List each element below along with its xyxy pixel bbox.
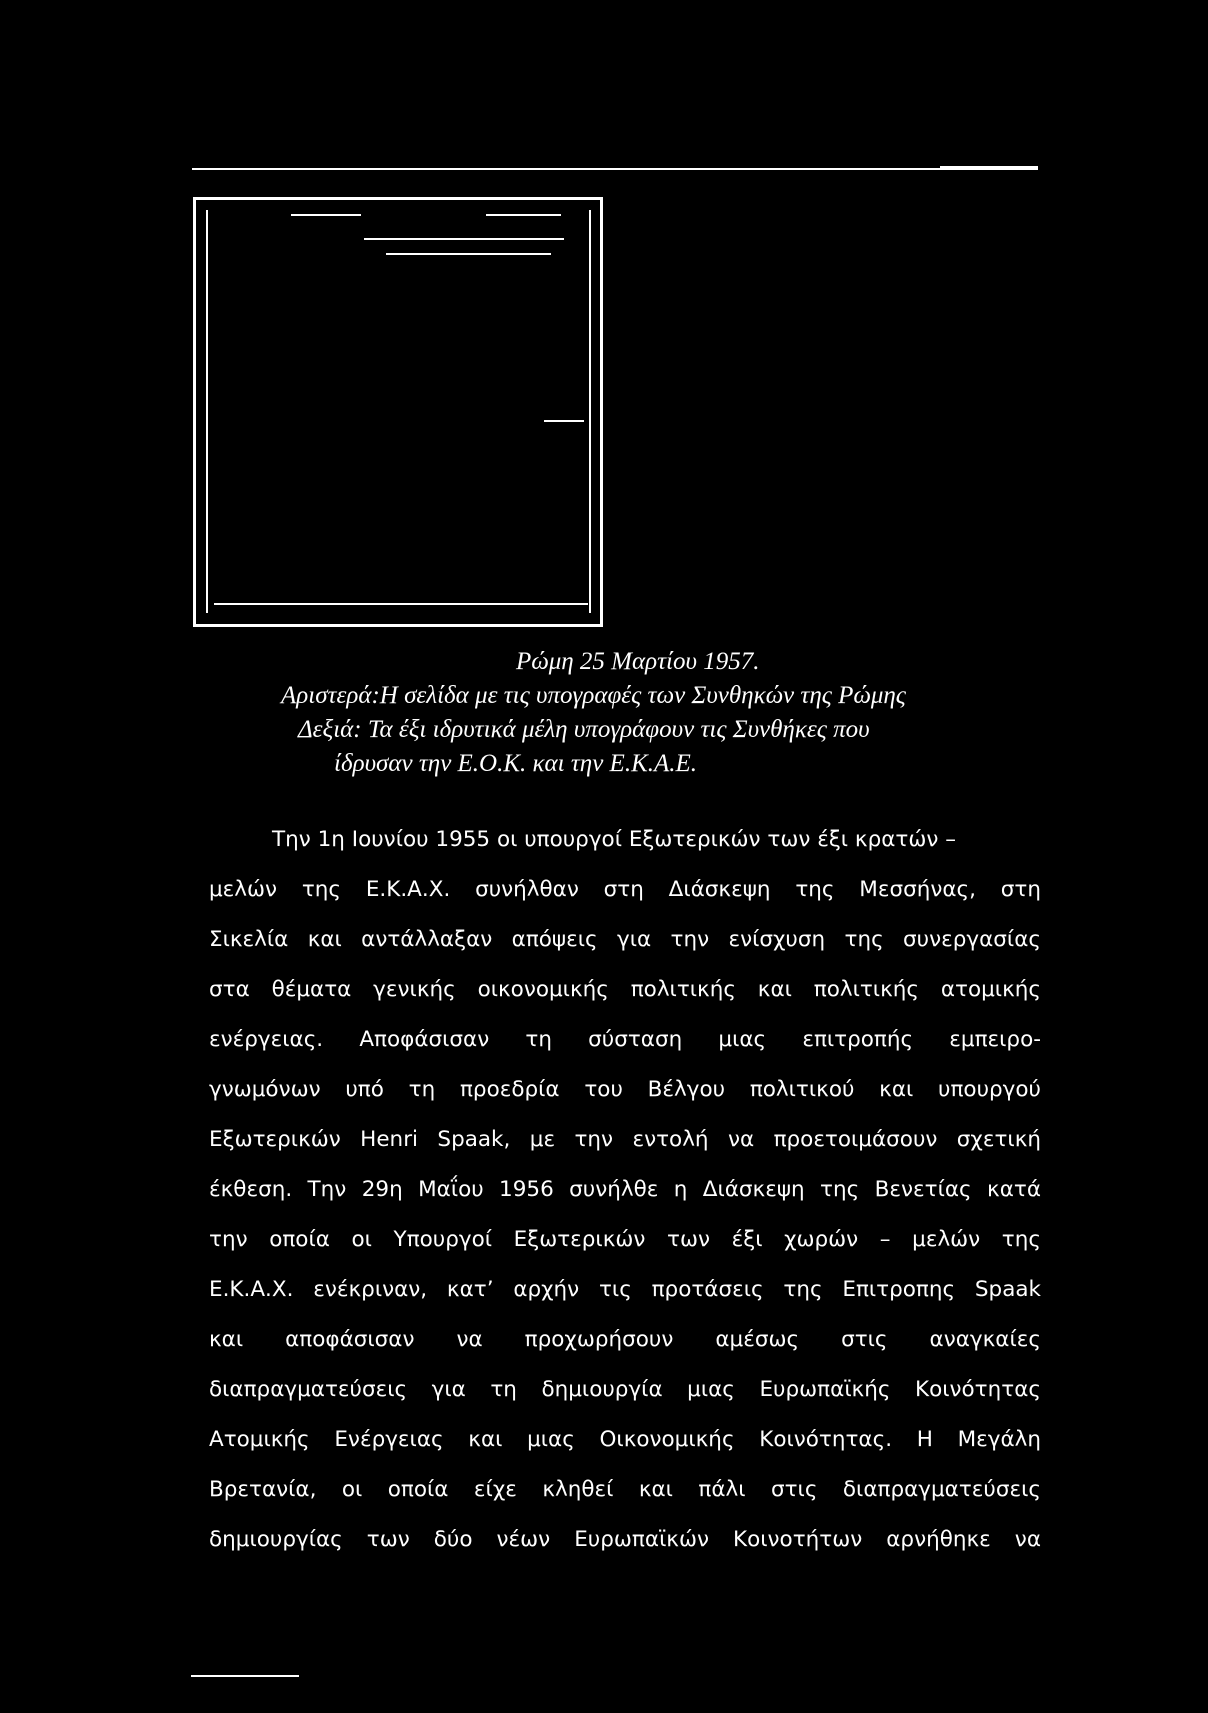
body-line: στα θέματα γενικής οικονομικής πολιτικής και πολιτικής ατομικής [209,977,1041,1002]
photo-mark [214,603,588,605]
body-line: Ε.Κ.Α.Χ. ενέκριναν, κατ’ αρχήν τις προτάσεις της Επιτροπης Spaak [209,1277,1041,1302]
header-rule-accent [940,166,1038,169]
body-line: ενέργειας. Αποφάσισαν τη σύσταση μιας επιτροπής εμπειρο- [209,1027,1041,1052]
body-line: μελών της Ε.Κ.Α.Χ. συνήλθαν στη Διάσκεψη της Μεσσήνας, στη [209,877,1041,902]
body-line: Την 1η Ιουνίου 1955 οι υπουργοί Εξωτερικών των έξι κρατών – [272,827,956,852]
photo-mark [364,238,564,240]
photo-caption [200,645,906,781]
caption-line: Αριστερά:Η σελίδα με τις υπογραφές των Συνθηκών της Ρώμης [281,682,906,709]
caption-line: Ρώμη 25 Μαρτίου 1957. [516,648,760,675]
body-line: Εξωτερικών Henri Spaak, με την εντολή να προετοιμάσουν σχετική [209,1127,1041,1152]
header-rule [192,168,1038,170]
footnote-rule [191,1675,299,1677]
caption-line: Δεξιά: Τα έξι ιδρυτικά μέλη υπογράφουν τις Συνθήκες που [298,716,870,743]
body-line: Βρετανία, οι οποία είχε κληθεί και πάλι στις διαπραγματεύσεις [209,1477,1041,1502]
body-line: διαπραγματεύσεις για τη δημιουργία μιας Ευρωπαϊκής Κοινότητας [209,1377,1041,1402]
body-line: δημιουργίας των δύο νέων Ευρωπαϊκών Κοινοτήτων αρνήθηκε να [209,1527,1041,1552]
caption-line: ίδρυσαν την Ε.Ο.Κ. και την Ε.Κ.Α.Ε. [334,750,698,777]
body-line: Ατομικής Ενέργειας και μιας Οικονομικής Κοινότητας. Η Μεγάλη [209,1427,1041,1452]
photo-mark [486,214,561,216]
photo-mark [291,214,361,216]
body-line: έκθεση. Την 29η Μαΐου 1956 συνήλθε η Διάσκεψη της Βενετίας κατά [209,1177,1041,1202]
body-line: και αποφάσισαν να προχωρήσουν αμέσως στις αναγκαίες [209,1327,1041,1352]
photo-mark [386,253,551,255]
body-line: την οποία οι Υπουργοί Εξωτερικών των έξι χωρών – μελών της [209,1227,1041,1252]
photo-mark [544,420,584,422]
photo-figure [193,197,603,627]
photo-mark [589,210,591,613]
photo-mark [206,210,208,613]
body-paragraph [209,815,1041,1565]
body-line: Σικελία και αντάλλαξαν απόψεις για την ενίσχυση της συνεργασίας [209,927,1041,952]
body-line: γνωμόνων υπό τη προεδρία του Βέλγου πολιτικού και υπουργού [209,1077,1041,1102]
